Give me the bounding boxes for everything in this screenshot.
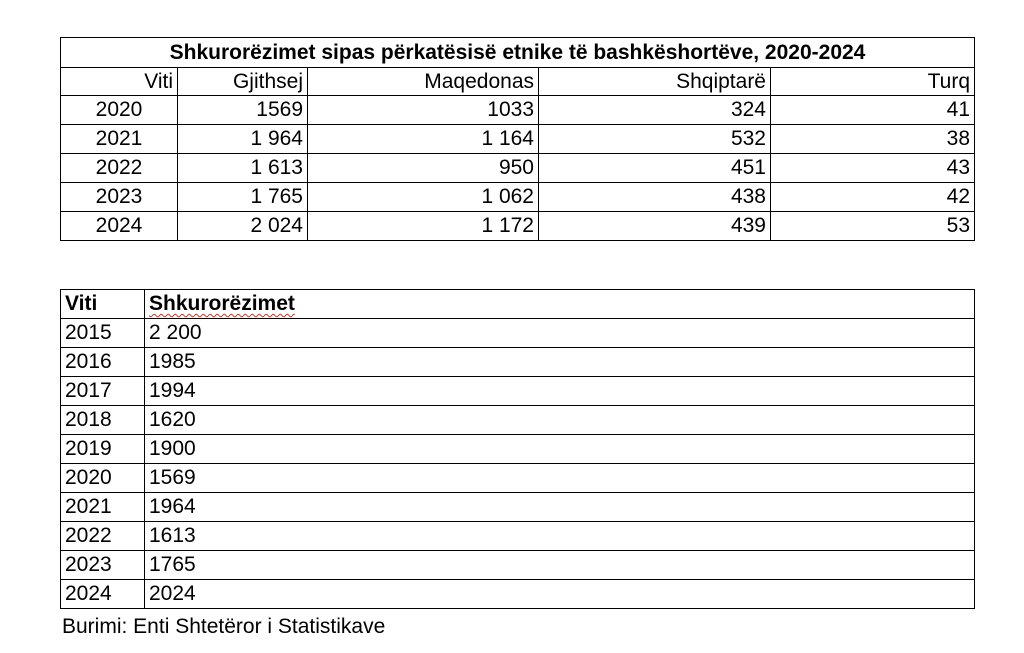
table-row [61, 125, 975, 154]
table-row [61, 464, 975, 493]
cell-total: 1569 [178, 96, 308, 125]
table-row [61, 493, 975, 522]
cell-divorces: 1765 [145, 551, 975, 580]
table-title: Shkurorëzimet sipas përkatësisë etnike të bashkëshortëve, 2020-2024 [61, 38, 975, 68]
column-header-macedonians: Maqedonas [308, 68, 539, 96]
table-row [61, 348, 975, 377]
table-row [61, 183, 975, 212]
column-header-total: Gjithsej [178, 68, 308, 96]
cell-divorces: 1964 [145, 493, 975, 522]
cell-total: 2 024 [178, 212, 308, 241]
cell-divorces: 1994 [145, 377, 975, 406]
cell-total: 1 765 [178, 183, 308, 212]
cell-turks: 43 [771, 154, 975, 183]
cell-year: 2023 [61, 551, 145, 580]
cell-albanians: 532 [539, 125, 771, 154]
table-row [61, 551, 975, 580]
cell-divorces: 2 200 [145, 319, 975, 348]
cell-year: 2019 [61, 435, 145, 464]
cell-macedonians: 1 062 [308, 183, 539, 212]
cell-year: 2021 [61, 125, 178, 154]
table-header-row [61, 68, 975, 96]
column-header-albanians: Shqiptarë [539, 68, 771, 96]
cell-albanians: 438 [539, 183, 771, 212]
table-row [61, 406, 975, 435]
cell-albanians: 324 [539, 96, 771, 125]
cell-total: 1 964 [178, 125, 308, 154]
cell-turks: 38 [771, 125, 975, 154]
cell-year: 2015 [61, 319, 145, 348]
column-header-turks: Turq [771, 68, 975, 96]
cell-year: 2022 [61, 154, 178, 183]
cell-albanians: 439 [539, 212, 771, 241]
column-header-divorces [145, 290, 975, 319]
cell-turks: 42 [771, 183, 975, 212]
cell-albanians: 451 [539, 154, 771, 183]
cell-divorces: 1569 [145, 464, 975, 493]
cell-turks: 41 [771, 96, 975, 125]
cell-macedonians: 1 164 [308, 125, 539, 154]
cell-year: 2016 [61, 348, 145, 377]
cell-macedonians: 1 172 [308, 212, 539, 241]
cell-year: 2024 [61, 212, 178, 241]
cell-year: 2024 [61, 580, 145, 609]
cell-year: 2018 [61, 406, 145, 435]
source-note: Burimi: Enti Shtetëror i Statistikave [62, 615, 386, 638]
cell-divorces: 1613 [145, 522, 975, 551]
table-row [61, 580, 975, 609]
yearly-divorce-table [60, 289, 975, 609]
cell-year: 2021 [61, 493, 145, 522]
column-header-year: Viti [61, 290, 145, 319]
cell-year: 2020 [61, 464, 145, 493]
table-row [61, 154, 975, 183]
cell-total: 1 613 [178, 154, 308, 183]
table-row [61, 435, 975, 464]
column-header-divorces-label: Shkurorëzimet [149, 292, 295, 315]
cell-year: 2022 [61, 522, 145, 551]
cell-macedonians: 1033 [308, 96, 539, 125]
cell-divorces: 1620 [145, 406, 975, 435]
cell-year: 2023 [61, 183, 178, 212]
table-row [61, 522, 975, 551]
table-row [61, 377, 975, 406]
cell-divorces: 2024 [145, 580, 975, 609]
cell-turks: 53 [771, 212, 975, 241]
table-header-row [61, 290, 975, 319]
cell-macedonians: 950 [308, 154, 539, 183]
ethnic-divorce-table [60, 37, 975, 241]
table-row [61, 96, 975, 125]
cell-divorces: 1985 [145, 348, 975, 377]
column-header-year: Viti [61, 68, 178, 96]
table-row [61, 319, 975, 348]
cell-year: 2017 [61, 377, 145, 406]
cell-divorces: 1900 [145, 435, 975, 464]
cell-year: 2020 [61, 96, 178, 125]
table-row [61, 212, 975, 241]
